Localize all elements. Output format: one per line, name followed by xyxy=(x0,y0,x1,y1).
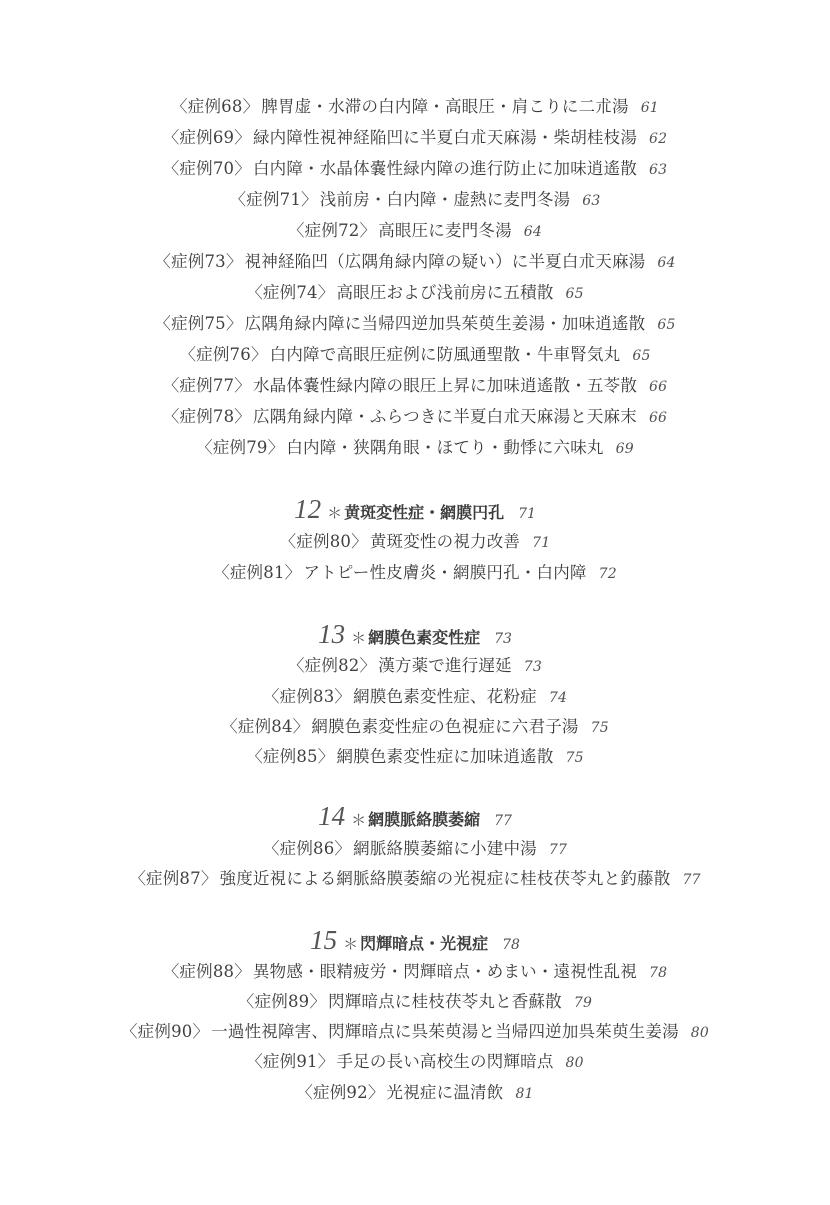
toc-entry-case-73 xyxy=(0,252,830,273)
case-title: 視神経陥凹（広隅角緑内障の疑い）に半夏白朮天麻湯 xyxy=(244,252,646,271)
case-title: 広隅角緑内障に当帰四逆加呉茱萸生姜湯・加味逍遙散 xyxy=(244,314,646,333)
case-label: 〈症例70〉 xyxy=(162,159,251,178)
case-title: 白内障・狭隅角眼・ほてり・動悸に六味丸 xyxy=(286,438,604,457)
page-number: 80 xyxy=(565,1055,584,1071)
toc-entry-case-83 xyxy=(0,687,830,708)
toc-entry-case-78 xyxy=(0,407,830,428)
page-number: 66 xyxy=(649,379,668,395)
page-number: 77 xyxy=(548,842,568,858)
toc-entry-case-84 xyxy=(0,717,830,738)
case-label: 〈症例73〉 xyxy=(154,252,243,271)
toc-entry-case-68 xyxy=(0,97,830,118)
chapter-number: 15 xyxy=(310,925,338,955)
toc-entry-case-81 xyxy=(0,563,830,584)
toc-entry-case-76 xyxy=(0,345,830,366)
page-number: 75 xyxy=(590,720,609,736)
case-title: 手足の長い高校生の閃輝暗点 xyxy=(336,1052,554,1071)
case-label: 〈症例74〉 xyxy=(246,283,335,302)
toc-entry-case-77 xyxy=(0,376,830,397)
chapter-number: 14 xyxy=(318,801,346,831)
toc-entry-case-80 xyxy=(0,532,830,553)
case-title: アトピー性皮膚炎・網膜円孔・白内障 xyxy=(303,563,587,582)
case-title: 網膜色素変性症の色視症に六君子湯 xyxy=(311,717,579,736)
page-number: 65 xyxy=(565,286,584,302)
case-title: 白内障・水晶体嚢性緑内障の進行防止に加味逍遙散 xyxy=(252,159,638,178)
asterisk-icon: ＊ xyxy=(351,811,367,829)
page-number: 63 xyxy=(582,193,601,209)
case-label: 〈症例92〉 xyxy=(296,1083,385,1102)
page-number: 63 xyxy=(649,162,668,178)
case-label: 〈症例76〉 xyxy=(179,345,268,364)
page-number: 71 xyxy=(518,506,536,522)
case-title: 黄斑変性の視力改善 xyxy=(369,532,521,551)
toc-entry-case-88 xyxy=(0,962,830,983)
case-title: 脾胃虚・水滞の白内障・高眼圧・肩こりに二朮湯 xyxy=(261,97,629,116)
toc-entry-case-75 xyxy=(0,314,830,335)
case-label: 〈症例90〉 xyxy=(120,1022,210,1041)
case-label: 〈症例75〉 xyxy=(154,314,243,333)
toc-entry-case-82 xyxy=(0,656,830,677)
chapter-title: 黄斑変性症・網膜円孔 xyxy=(344,503,505,522)
case-label: 〈症例82〉 xyxy=(287,656,377,675)
chapter-heading-15 xyxy=(0,925,830,960)
chapter-number: 12 xyxy=(294,494,322,524)
toc-entry-case-69 xyxy=(0,128,830,149)
page-number: 62 xyxy=(649,131,668,147)
asterisk-icon: ＊ xyxy=(327,504,343,522)
toc-entry-case-71 xyxy=(0,190,830,211)
chapter-heading-14 xyxy=(0,801,830,836)
case-title: 高眼圧および浅前房に五積散 xyxy=(336,283,554,302)
case-title: 漢方薬で進行遅延 xyxy=(378,656,512,675)
case-title: 網膜色素変性症、花粉症 xyxy=(353,687,537,706)
case-label: 〈症例68〉 xyxy=(171,97,260,116)
asterisk-icon: ＊ xyxy=(351,629,367,647)
case-title: 高眼圧に麦門冬湯 xyxy=(378,221,512,240)
case-title: 閃輝暗点に桂枝茯苓丸と香蘇散 xyxy=(328,992,562,1011)
toc-entry-case-70 xyxy=(0,159,830,180)
toc-entry-case-92 xyxy=(0,1083,830,1104)
case-title: 緑内障性視神経陥凹に半夏白朮天麻湯・柴胡桂枝湯 xyxy=(252,128,638,147)
case-title: 網脈絡膜萎縮に小建中湯 xyxy=(353,839,537,858)
case-title: 一過性視障害、閃輝暗点に呉茱萸湯と当帰四逆加呉茱萸生姜湯 xyxy=(211,1022,679,1041)
toc-entry-case-74 xyxy=(0,283,830,304)
page-number: 72 xyxy=(598,566,617,582)
case-title: 広隅角緑内障・ふらつきに半夏白朮天麻湯と天麻末 xyxy=(253,407,637,426)
toc-entry-case-72 xyxy=(0,221,830,242)
chapter-heading-12 xyxy=(0,494,830,529)
case-title: 白内障で高眼圧症例に防風通聖散・牛車腎気丸 xyxy=(269,345,621,364)
toc-entry-case-89 xyxy=(0,992,830,1013)
case-label: 〈症例85〉 xyxy=(246,747,335,766)
toc-entry-case-86 xyxy=(0,839,830,860)
page-number: 65 xyxy=(657,317,676,333)
toc-entry-case-91 xyxy=(0,1052,830,1073)
case-label: 〈症例80〉 xyxy=(279,532,368,551)
page-number: 66 xyxy=(648,410,668,426)
case-label: 〈症例84〉 xyxy=(221,717,310,736)
page-number: 77 xyxy=(682,872,701,888)
page-number: 69 xyxy=(615,441,634,457)
asterisk-icon: ＊ xyxy=(343,935,359,953)
case-title: 網膜色素変性症に加味逍遙散 xyxy=(336,747,554,766)
case-title: 異物感・眼精疲労・閃輝暗点・めまい・遠視性乱視 xyxy=(252,962,638,981)
page-number: 73 xyxy=(494,631,512,647)
case-title: 浅前房・白内障・虚熱に麦門冬湯 xyxy=(319,190,571,209)
case-label: 〈症例81〉 xyxy=(213,563,302,582)
case-label: 〈症例79〉 xyxy=(196,438,285,457)
page-number: 78 xyxy=(649,965,668,981)
case-label: 〈症例86〉 xyxy=(262,839,352,858)
toc-entry-case-85 xyxy=(0,747,830,768)
toc-entry-case-87 xyxy=(0,869,830,890)
toc-entry-case-79 xyxy=(0,438,830,459)
page-number: 73 xyxy=(523,659,543,675)
case-label: 〈症例83〉 xyxy=(262,687,352,706)
chapter-number: 13 xyxy=(318,619,346,649)
page-number: 71 xyxy=(532,535,551,551)
page-number: 78 xyxy=(502,937,520,953)
case-title: 強度近視による網脈絡膜萎縮の光視症に桂枝茯苓丸と釣藤散 xyxy=(219,869,671,888)
case-label: 〈症例88〉 xyxy=(162,962,251,981)
chapter-title: 閃輝暗点・光視症 xyxy=(360,934,489,953)
chapter-heading-13 xyxy=(0,619,830,654)
case-label: 〈症例77〉 xyxy=(162,376,251,395)
page-number: 77 xyxy=(494,813,512,829)
case-label: 〈症例87〉 xyxy=(129,869,218,888)
page-number: 74 xyxy=(548,690,568,706)
page-number: 65 xyxy=(632,348,651,364)
page-number: 81 xyxy=(515,1086,534,1102)
case-title: 水晶体嚢性緑内障の眼圧上昇に加味逍遙散・五苓散 xyxy=(252,376,638,395)
case-label: 〈症例72〉 xyxy=(287,221,377,240)
chapter-title: 網膜脈絡膜萎縮 xyxy=(368,810,481,829)
case-label: 〈症例91〉 xyxy=(246,1052,335,1071)
case-label: 〈症例71〉 xyxy=(229,190,318,209)
page-number: 79 xyxy=(573,995,593,1011)
page-number: 80 xyxy=(690,1025,710,1041)
toc-entry-case-90 xyxy=(0,1022,830,1043)
case-label: 〈症例78〉 xyxy=(162,407,252,426)
page-number: 64 xyxy=(523,224,543,240)
case-label: 〈症例89〉 xyxy=(237,992,327,1011)
chapter-title: 網膜色素変性症 xyxy=(368,628,481,647)
page-number: 61 xyxy=(640,100,659,116)
case-title: 光視症に温清飲 xyxy=(386,1083,504,1102)
page-number: 75 xyxy=(565,750,584,766)
page-number: 64 xyxy=(657,255,676,271)
case-label: 〈症例69〉 xyxy=(162,128,251,147)
